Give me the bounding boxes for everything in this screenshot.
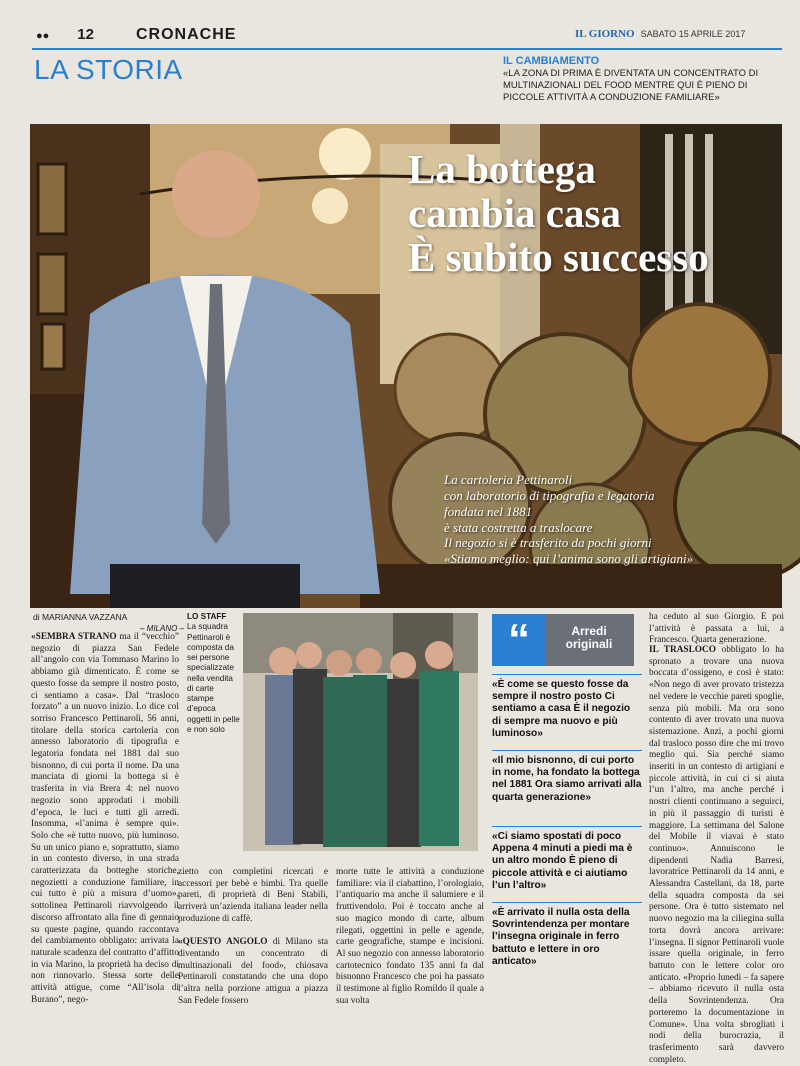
body-column-4-top [649, 612, 784, 647]
header-rule [32, 48, 782, 50]
headline-line-3: È subito successo [408, 233, 709, 280]
dateline: – MILANO – [140, 624, 185, 633]
staff-photo [243, 613, 478, 851]
newspaper-name: IL GIORNO [575, 28, 635, 40]
staff-box-text: La squadra Pettinaroli è composta da sei persone specializzate nella vendita di carte stampe d’epoca oggetti in pelle e non solo [187, 622, 240, 734]
caption-line: Il negozio si è trasferito da pochi giorni [444, 535, 652, 551]
masthead [575, 28, 745, 40]
body-text: di Milano sta diventando un concentrato di multinazionali del food», chiosava Pettinaroli constatando che una dopo l’altra nella porzione attigua a piazza San Fedele fossero [178, 937, 329, 1006]
pull-quote: «Il mio bisnonno, di cui porto in nome, ha fondato la bottega nel 1881 Ora siamo arrivati alla quarta generazione» [492, 750, 642, 804]
photo-caption [444, 472, 774, 567]
caption-line: fondata nel 1881 [444, 503, 533, 519]
lead-in: IL TRASLOCO [649, 645, 716, 655]
body-column-1 [31, 632, 179, 1007]
byline: di MARIANNA VAZZANA [33, 612, 128, 622]
pull-quote: «È arrivato il nulla osta della Sovrintendenza per montare l’insegna originale in ferro battuto e lettere in oro anticato» [492, 902, 642, 968]
quotes-label: Arredi originali [565, 624, 613, 652]
headline-line-2: cambia casa [408, 189, 621, 236]
staff-photo-illustration [243, 613, 478, 851]
sidebar-note-text: «LA ZONA DI PRIMA È DIVENTATA UN CONCENTRATO DI MULTINAZIONALI DEL FOOD MENTRE QUI È PIENO DI PICCOLE ATTIVITÀ A CONDUZIONE FAMILIARE» [503, 68, 759, 103]
body-text: obbligato lo ha spronato a trovare una nuova boccata d’ossigeno, e così è stato: «Non nego di aver provato tristezza nel vedere le vecchie pareti spoglie, senza più mobili. Ma ora sono contento di aver trovato una nuova sistemazione. Anzi, a pochi giorni dal trasloco posso dire che mi trovo meglio qui. Sia perché siamo inseriti in un contesto di artigiani e piccole attività, in cui ci si aiuta l’un l’altro, ma anche perché i nostri clienti continuano a seguirci, in più il passaggio di turisti è maggiore. La settimana del Salone del Mobile il viavai è stato continuo». Annuiscono le dipendenti Nadia Barresi, lavoratrice Pettinaroli da 14 anni, e Alessandra Castellani, da 18, parte della squadra composta da sei persone. Ora è tutto sistemato nel nuovo negozio ma la ciliegina sulla torta dovrà ancora arrivare: l’insegna. Il signor Pettinaroli vuole issare quella originale, in ferro battuto con le lettere color oro anticato. «Proprio lunedì – fa sapere – abbiamo ricevuto il nulla osta della Sovrintendenza. Ora porteremo la documentazione in Comune». Una volta sbrogliati i nodi della burocrazia, il trasferimento sarà davvero completo. [649, 645, 784, 1065]
body-text: zietto con completini ricercati e accessori per bebè e bimbi. Tra quelle pareti, di proprietà di Beni Stabili, arriverà un’azienda italiana leader nella produzione di caffè. [178, 867, 328, 924]
sidebar-note-title: IL CAMBIAMENTO [503, 55, 600, 67]
lead-in: «SEMBRA STRANO [31, 632, 117, 642]
headline-line-1: La bottega [408, 146, 596, 192]
staff-box-title: LO STAFF [187, 612, 227, 621]
caption-line: La cartoleria Pettinaroli [444, 472, 573, 487]
body-text: morte tutte le attività a conduzione familiare: via il ciabattino, l’orologiaio, l’antiquario ma anche il salumiere e il fruttivendolo. Poi è toccato anche al suo magico mondo di carte, album rilegati, oggettini in pelle e agende, carte geografiche, stampe e incisioni. Al suo negozio con annesso laboratorio cartotecnico fondato 135 anni fa dal bisnonno Francesco che poi ha passato il testimone al figlio Romildo il quale a sua volta [336, 867, 484, 1006]
body-column-2 [178, 867, 328, 1007]
story-kicker: LA STORIA [34, 54, 183, 85]
caption-line: è stata costretta a traslocare [444, 519, 593, 535]
caption-line: con laboratorio di tipografia e legatoria [444, 487, 655, 503]
body-column-3 [336, 867, 484, 1007]
lead-in: «QUESTO ANGOLO [178, 937, 268, 948]
page-number: ●● 12 [36, 26, 94, 43]
caption-line: «Stiamo meglio: qui l’anima sono gli artigiani» [444, 551, 694, 567]
issue-date: SABATO 15 APRILE 2017 [640, 29, 746, 39]
headline [408, 148, 709, 280]
body-text: ma il “vecchio” negozio di piazza San Fedele all’angolo con via Tommaso Marino lo abbiamo già dimenticato. È come se questo fosse da sempre il nostro posto, ci sentiamo a casa». Dal “trasloco forzato” a un nuovo inizio. Lo dice col sorriso Francesco Pettinaroli, 56 anni, titolare della storica cartoleria con annesso laboratorio di tipografia e legatoria fondata nel 1881 dal suo bisnonno, di cui porta il nome. Da una manciata di giorni la bottega si è trasferita in via Brera 4: nel nuovo negozio sono approdati i mobili d’epoca, le luci e tutti gli arredi. Insomma, «l’anima è sempre qui». Solo che «è tutto nuovo, più luminoso. Su un unico piano e, soprattutto, siamo in un contesto diverso, in una strada caratterizzata da botteghe storiche, negozietti a conduzione familiare, in cui tutto è più a misura d’uomo», sottolinea Pettinaroli riavvolgendo il discorso affrontato alla fine di gennaio su queste pagine, quando raccontava del cambiamento obbligato: arrivata la naturale scadenza del contratto d’affitto in via Marino, la proprietà ha deciso di non rinnovarlo. Stessa sorte delle attività attigue, come “All’isola di Burano”, nego- [31, 632, 179, 1005]
pull-quote: «Ci siamo spostati di poco Appena 4 minuti a piedi ma è un altro mondo È pieno di piccole attività e ci aiutiamo l’un l’altro» [492, 826, 642, 892]
quote-marks-icon: “ [492, 614, 546, 666]
staff-box [187, 612, 241, 735]
body-column-4 [649, 645, 784, 1066]
body-text: ha ceduto al suo Giorgio. E poi l’attività è passata a lui, a Francesco. Quarta generazione. [649, 612, 784, 646]
pull-quote: «È come se questo fosse da sempre il nostro posto Ci sentiamo a casa È il negozio di sempre ma nuovo e più luminoso» [492, 674, 642, 740]
section-title: CRONACHE [136, 26, 237, 43]
